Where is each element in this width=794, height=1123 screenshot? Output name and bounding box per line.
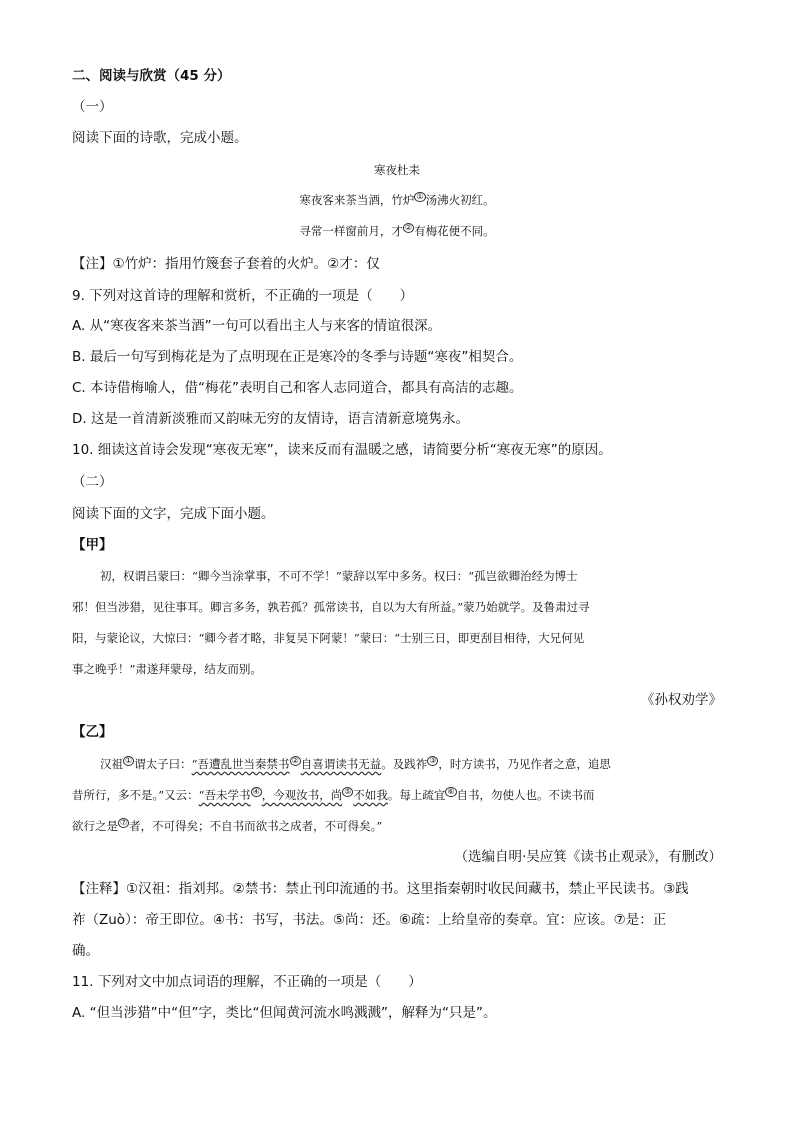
part2-label: （二） bbox=[72, 474, 113, 490]
poem-line-2: 寻常一样窗前月，才 ② 有梅花便不同。 bbox=[299, 223, 495, 238]
yi-text-line: 昔所行，多不是。”又云：“吾未学书 ④ ，今观汝书，尚 ⑤ 不如我。每上疏宜 ⑥ 自书，勿使人也。不读书而 bbox=[72, 787, 595, 802]
jia-text-line: 邪！但当涉猎，见往事耳。卿言多务，孰若孤？孤常读书，自以为大有所益。”蒙乃始就学。及鲁肃过寻 bbox=[72, 600, 590, 614]
part1-label: （一） bbox=[72, 99, 113, 115]
q9-option-b: B. 最后一句写到梅花是为了点明现在正是寒冷的冬季与诗题“寒夜”相契合。 bbox=[72, 349, 523, 365]
yi-notes-line: 【注释】①汉祖：指刘邦。②禁书：禁止刊印流通的书。这里指秦朝时收民间藏书，禁止平民读书。③践 bbox=[72, 881, 689, 897]
yi-text-line: 欲行之是 ⑦ 者，不可得矣；不自书而欲书之成者，不可得矣。” bbox=[72, 818, 383, 833]
poem-line-1: 寒夜客来茶当酒，竹炉 ① 汤沸火初红。 bbox=[299, 192, 495, 207]
part1-instruction: 阅读下面的诗歌，完成小题。 bbox=[72, 130, 248, 146]
note-marker: ① bbox=[416, 192, 424, 202]
q11-option-a: A. “但当涉猎”中“但”字，类比“但闻黄河流水鸣溅溅”，解释为“只是”。 bbox=[72, 1005, 497, 1021]
q11-stem: 11. 下列对文中加点词语的理解，不正确的一项是（ ） bbox=[72, 974, 422, 990]
yi-text-line: 汉祖 ① 谓太子曰：“吾遭乱世当秦禁书 ② 自喜谓读书无益。及践祚 ③ ，时方读书，乃见作者之意，追思 bbox=[100, 756, 611, 771]
jia-source: 《孙权劝学》 bbox=[641, 692, 722, 708]
yi-notes-line: 祚（Zuò）：帝王即位。④书：书写，书法。⑤尚：还。⑥疏：上给皇帝的奏章。宜：应该。⑦是：正 bbox=[72, 912, 667, 928]
section-title: 二、阅读与欣赏（45 分） bbox=[72, 68, 231, 84]
jia-text-line: 阳，与蒙论议，大惊曰：“卿今者才略，非复吴下阿蒙！”蒙曰：“士别三日，即更刮目相待，大兄何见 bbox=[72, 631, 585, 645]
part2-instruction: 阅读下面的文字，完成下面小题。 bbox=[72, 506, 275, 522]
poem-title: 寒夜杜耒 bbox=[374, 163, 420, 177]
poem-note: 【注】①竹炉：指用竹篾套子套着的火炉。②才：仅 bbox=[72, 256, 380, 272]
q9-option-a: A. 从“寒夜客来茶当酒”一句可以看出主人与来客的情谊很深。 bbox=[72, 318, 442, 334]
yi-label: 【乙】 bbox=[72, 724, 113, 740]
jia-text-line: 初，权谓吕蒙曰：“卿今当涂掌事，不可不学！”蒙辞以军中多务。权曰：“孤岂欲卿治经为博士 bbox=[100, 569, 578, 583]
yi-source: （选编自明·吴应箕《读书止观录》，有删改） bbox=[454, 849, 722, 865]
jia-label: 【甲】 bbox=[72, 537, 113, 553]
q10-stem: 10. 细读这首诗会发现“寒夜无寒”，读来反而有温暖之感，请简要分析“寒夜无寒”的原因。 bbox=[72, 442, 612, 458]
note-marker: ② bbox=[404, 223, 413, 233]
jia-text-line: 事之晚乎！”肃遂拜蒙母，结友而别。 bbox=[72, 662, 262, 676]
q9-stem: 9. 下列对这首诗的理解和赏析，不正确的一项是（ ） bbox=[72, 288, 414, 304]
yi-notes-line: 确。 bbox=[72, 943, 99, 959]
q9-option-d: D. 这是一首清新淡雅而又韵味无穷的友情诗，语言清新意境隽永。 bbox=[72, 411, 469, 427]
q9-option-c: C. 本诗借梅喻人，借“梅花”表明自己和客人志同道合，都具有高洁的志趣。 bbox=[72, 380, 523, 396]
